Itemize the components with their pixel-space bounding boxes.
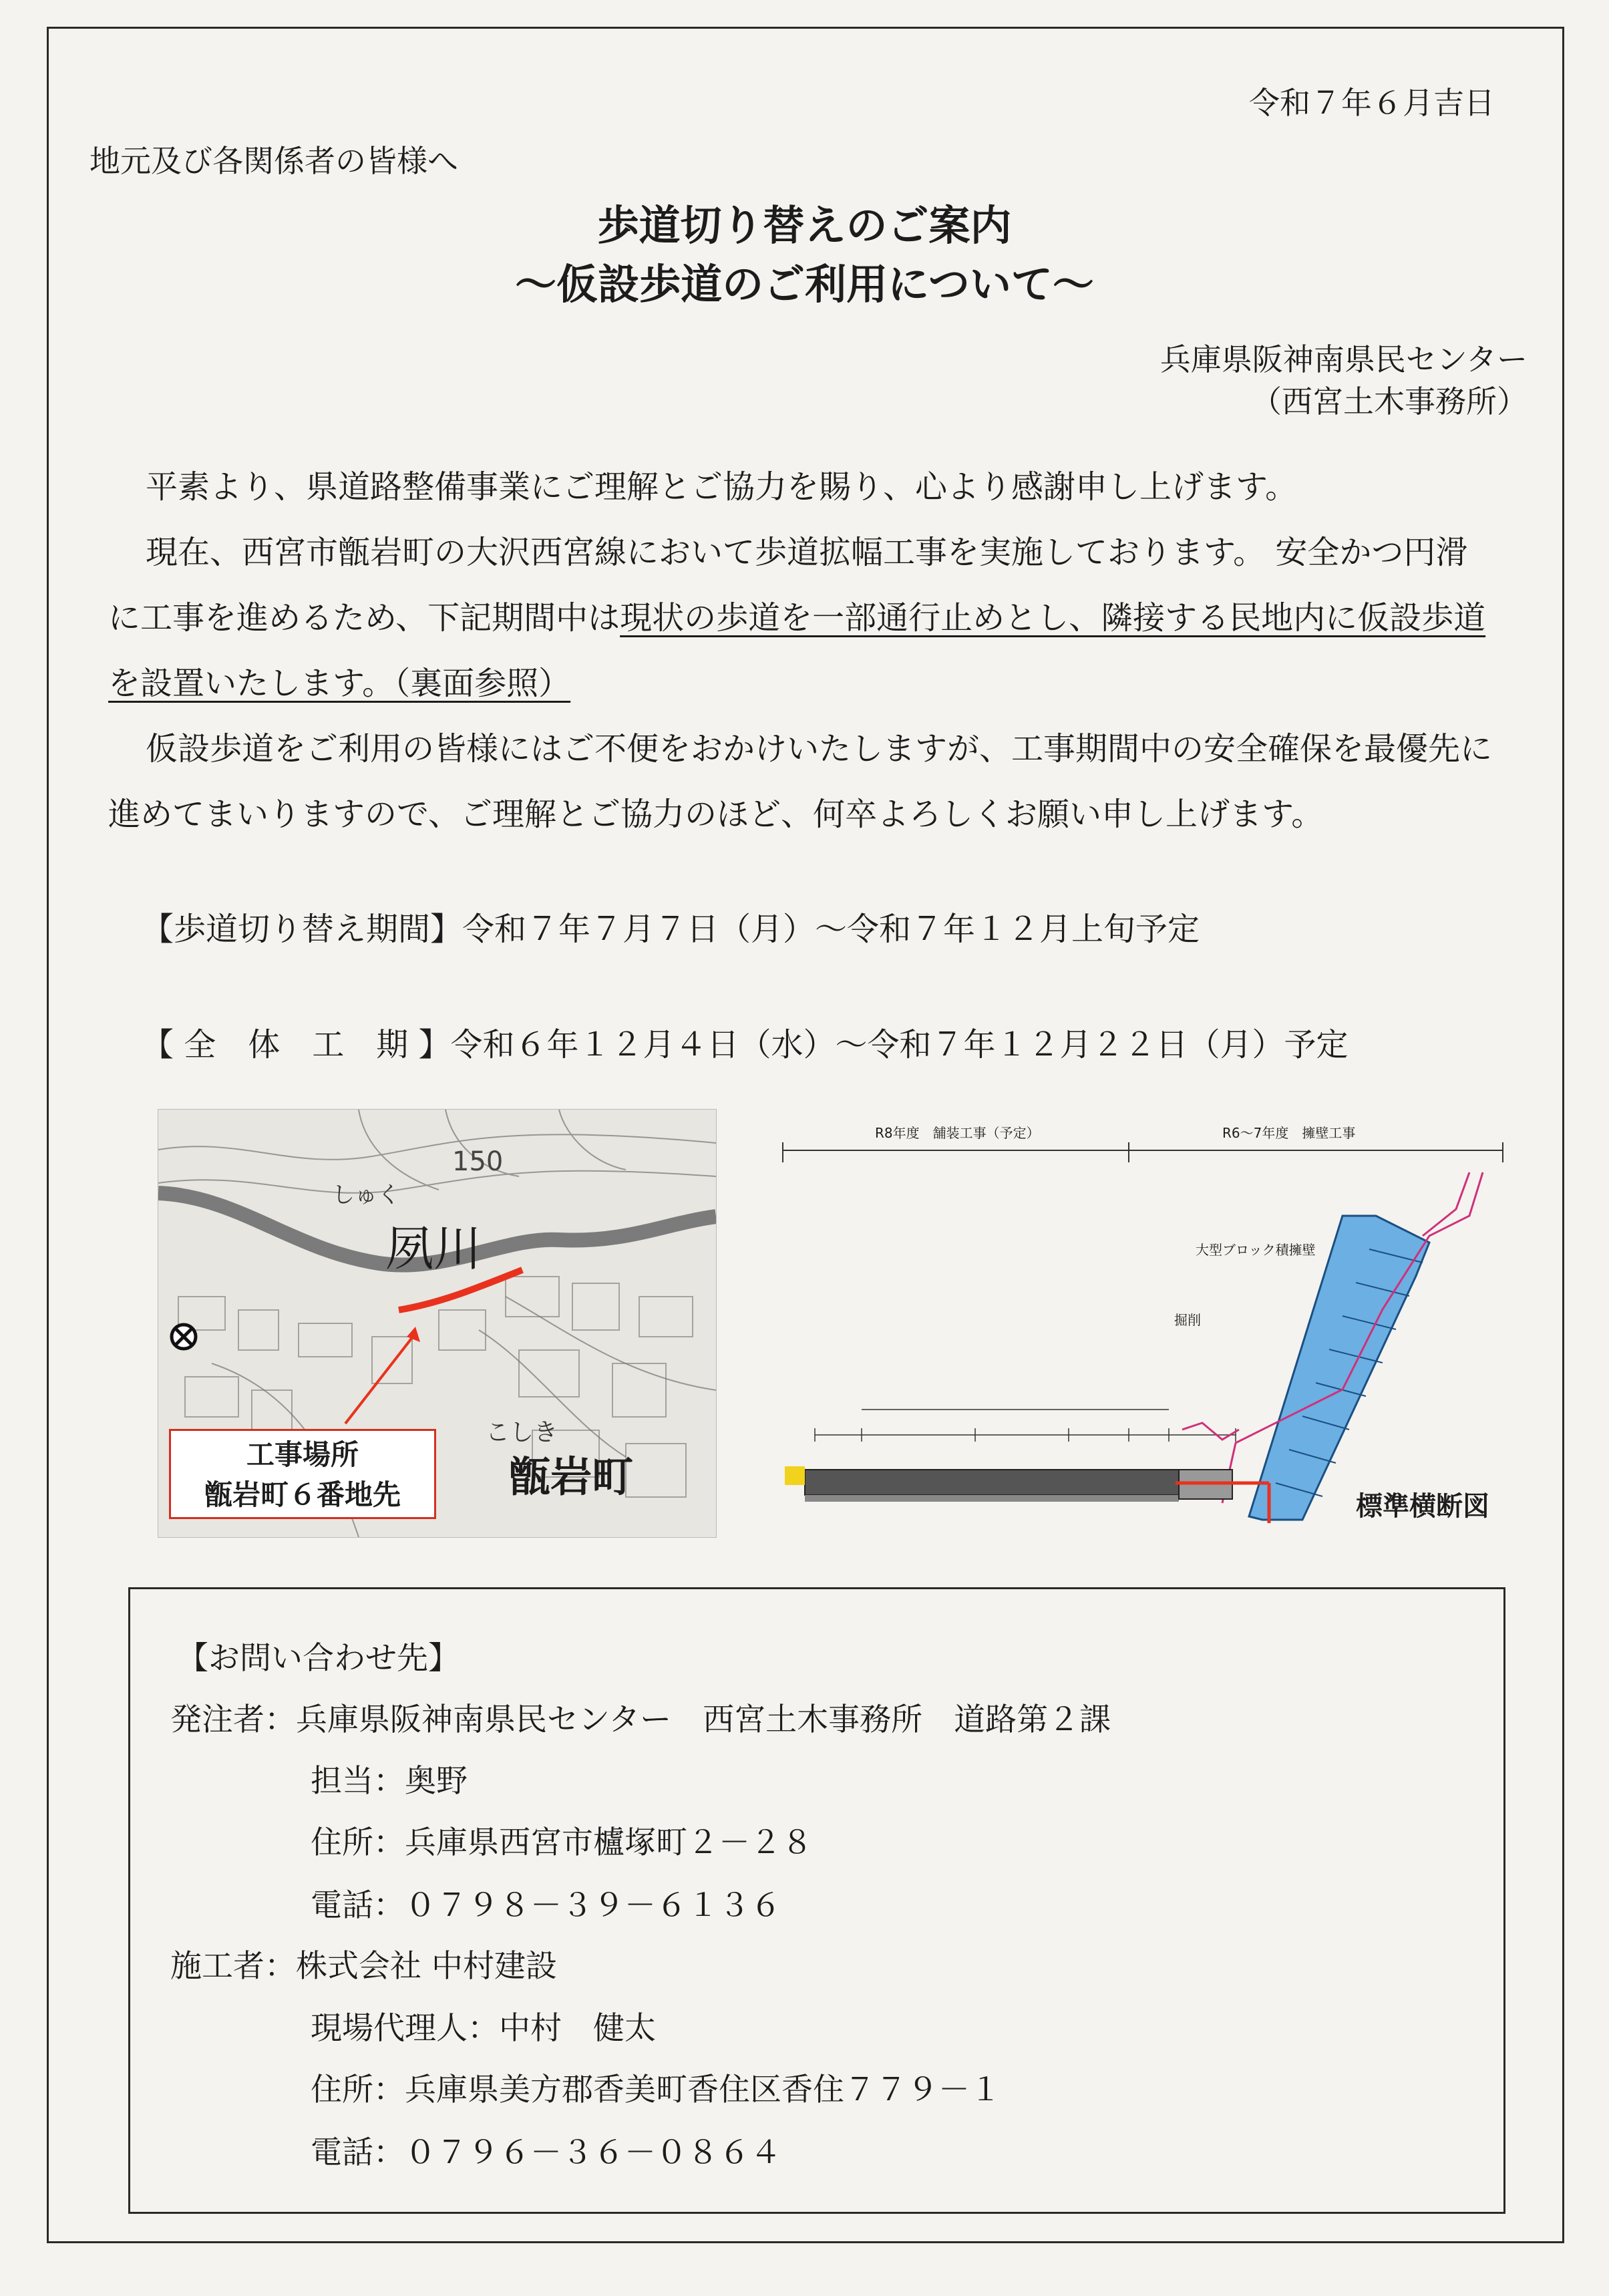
contractor-line — [170, 1941, 557, 1986]
map-kana-label-shuku: しゅく — [332, 1182, 400, 1208]
cross-section-caption: 標準横断図 — [1356, 1491, 1489, 1522]
map-town-label: 甑岩町 — [509, 1452, 634, 1501]
location-map — [158, 1109, 717, 1538]
cross-section-diagram — [755, 1109, 1516, 1536]
wall-work-label: R6～7年度 擁壁工事 — [1222, 1125, 1356, 1141]
contact-heading: 【お問い合わせ先】 — [177, 1640, 460, 1677]
map-contour-label: 150 — [452, 1146, 504, 1177]
body-paragraph-1: 平素より、県道路整備事業にご理解とご協力を賜り、心より感謝申し上げます。 — [146, 468, 1298, 506]
site-label-line-1: 工事場所 — [246, 1438, 359, 1471]
switch-period-label: 【歩道切り替え期間】 — [142, 911, 463, 948]
map-kana-label: こしき — [486, 1419, 558, 1446]
orderer-value: 兵庫県阪神南県民センター 西宮土木事務所 道路第２課 — [296, 1701, 1111, 1738]
title-line-1: 歩道切り替えのご案内 — [597, 201, 1012, 250]
body-text — [108, 454, 1497, 847]
paving-work-label: R8年度 舗装工事（予定） — [875, 1125, 1040, 1141]
orderer-address: 住所：兵庫県西宮市櫨塚町２－２８ — [311, 1824, 813, 1861]
issue-date: 令和７年６月吉日 — [1249, 85, 1495, 121]
excavation-label: 掘削 — [1174, 1312, 1201, 1328]
switch-period — [142, 903, 1200, 949]
issuer-office: （西宮土木事務所） — [1251, 383, 1528, 420]
retaining-wall — [1249, 1216, 1429, 1520]
contact-box — [128, 1587, 1505, 2214]
body-paragraph-3: 仮設歩道をご利用の皆様にはご不便をおかけいたしますが、工事期間中の安全確保を最優先に進めてまいりますので、ご理解とご協力のほど、何卒よろしくお願い申し上げます。 — [108, 730, 1493, 833]
cross-section-graphic — [755, 1109, 1516, 1536]
issuer-name: 兵庫県阪神南県民センター — [1159, 341, 1528, 377]
total-period — [142, 1019, 1349, 1065]
orderer-phone: 電話：０７９８－３９－６１３６ — [311, 1887, 781, 1924]
contractor-label: 施工者： — [170, 1948, 296, 1985]
site-label-line-2: 甑岩町６番地先 — [204, 1478, 401, 1511]
title-line-2: ～仮設歩道のご利用について～ — [515, 260, 1094, 309]
orderer-label: 発注者： — [170, 1701, 296, 1738]
total-period-value: 令和６年１２月４日（水）～令和７年１２月２２日（月）予定 — [450, 1026, 1349, 1063]
orderer-person: 担当：奥野 — [311, 1763, 468, 1800]
contractor-person: 現場代理人：中村 健太 — [311, 2010, 656, 2047]
block-wall-label: 大型ブロック積擁壁 — [1196, 1242, 1316, 1258]
contractor-address: 住所：兵庫県美方郡香美町香住区香住７７９－１ — [311, 2072, 1001, 2108]
map-river-label: 夙川 — [385, 1220, 482, 1277]
contractor-value: 株式会社 中村建設 — [296, 1948, 557, 1985]
contractor-phone: 電話：０７９６－３６－０８６４ — [311, 2134, 781, 2171]
closure-notice: 現状の歩道を一部通行止めとし、隣接する民地内に仮設歩道を設置いたします。（裏面参照） — [108, 599, 1486, 702]
body-paragraph-2-text: 現在、西宮市甑岩町の大沢西宮線において歩道拡幅工事を実施しております。 安全かつ円滑に工事を進めるため、下記期間中は — [108, 534, 1468, 637]
total-period-label: 【 全 体 工 期 】 — [142, 1026, 451, 1063]
addressee: 地元及び各関係者の皆様へ — [90, 143, 458, 179]
switch-period-value: 令和７年７月７日（月）～令和７年１２月上旬予定 — [462, 911, 1200, 948]
construction-site-label — [169, 1429, 436, 1519]
body-paragraph-2 — [108, 520, 1497, 716]
orderer-line — [170, 1695, 1111, 1740]
